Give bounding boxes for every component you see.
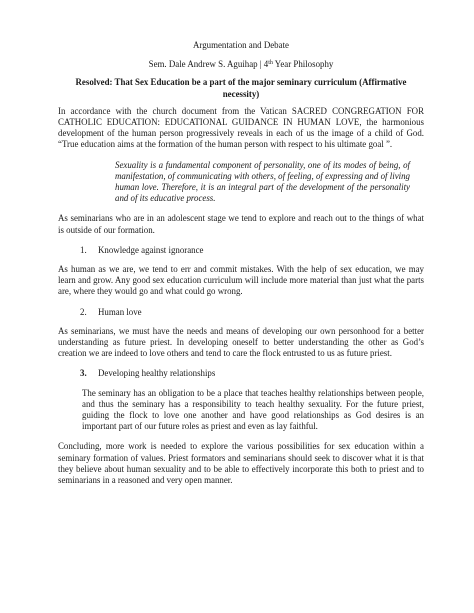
list-label: Knowledge against ignorance [98, 244, 204, 255]
relationships-paragraph: The seminary has an obligation to be a place that teaches healthy relationships between people, and thus the seminary has a responsibility to teach healthy sexuality. For the future priest, guiding the flock to love one another and have good relationships as God desires is an important part of our future roles as priest and even as lay faithful. [82, 387, 424, 432]
conclusion-paragraph: Concluding, more work is needed to explore the various possibilities for sex education within a seminary formation of values. Priest formators and seminarians should seek to discover what it is that they believe about human sexuality and to be able to effectively incorporate this both to priest and to seminarians in a reasoned and very open manner. [58, 441, 424, 486]
list-number: 1. [80, 244, 87, 255]
list-label: Human love [98, 306, 142, 317]
author-superscript: th [268, 60, 273, 67]
context-paragraph: As seminarians who are in an adolescent stage we tend to explore and reach out to the things of what is outside of our formation. [58, 213, 424, 235]
list-item-relationships [58, 368, 424, 379]
list-number: 3. [80, 368, 87, 379]
knowledge-paragraph: As human as we are, we tend to err and commit mistakes. With the help of sex education, we may learn and grow. Any good sex education curriculum will include more material than just what the parts are, where they would go and what could go wrong. [58, 264, 424, 297]
document-title: Argumentation and Debate [193, 40, 289, 50]
resolution-heading: Resolved: That Sex Education be a part of the major seminary curriculum (Affirmative necessity) [75, 77, 407, 99]
list-item-human-love [58, 307, 424, 318]
list-label: Developing healthy relationships [98, 368, 216, 379]
author-prefix: Sem. Dale Andrew S. Aguihap | 4 [148, 59, 269, 70]
intro-paragraph: In accordance with the church document from the Vatican SACRED CONGREGATION FOR CATHOLIC EDUCATION: EDUCATIONAL GUIDANCE IN HUMAN LOVE, the harmonious development of the human person progressively reveals in each of us the image of a child of God. “True education aims at the formation of the human person with respect to his ultimate goal ”. [58, 105, 424, 150]
list-number: 2. [80, 306, 87, 317]
block-quote: Sexuality is a fundamental component of personality, one of its modes of being, of manifestation, of communicating with others, of feeling, of expressing and of living human love. Therefore, it is an integral part of the development of the personality and of its educative process. [115, 159, 410, 204]
list-item-knowledge [58, 245, 424, 256]
author-suffix: Year Philosophy [272, 59, 334, 70]
human-love-paragraph: As seminarians, we must have the needs and means of developing our own personhood for a better understanding as future priest. In developing oneself to better understanding the other as God’s creation we are indeed to love others and tend to care the flock entrusted to us as future priest. [58, 325, 424, 359]
author-line [58, 59, 424, 70]
